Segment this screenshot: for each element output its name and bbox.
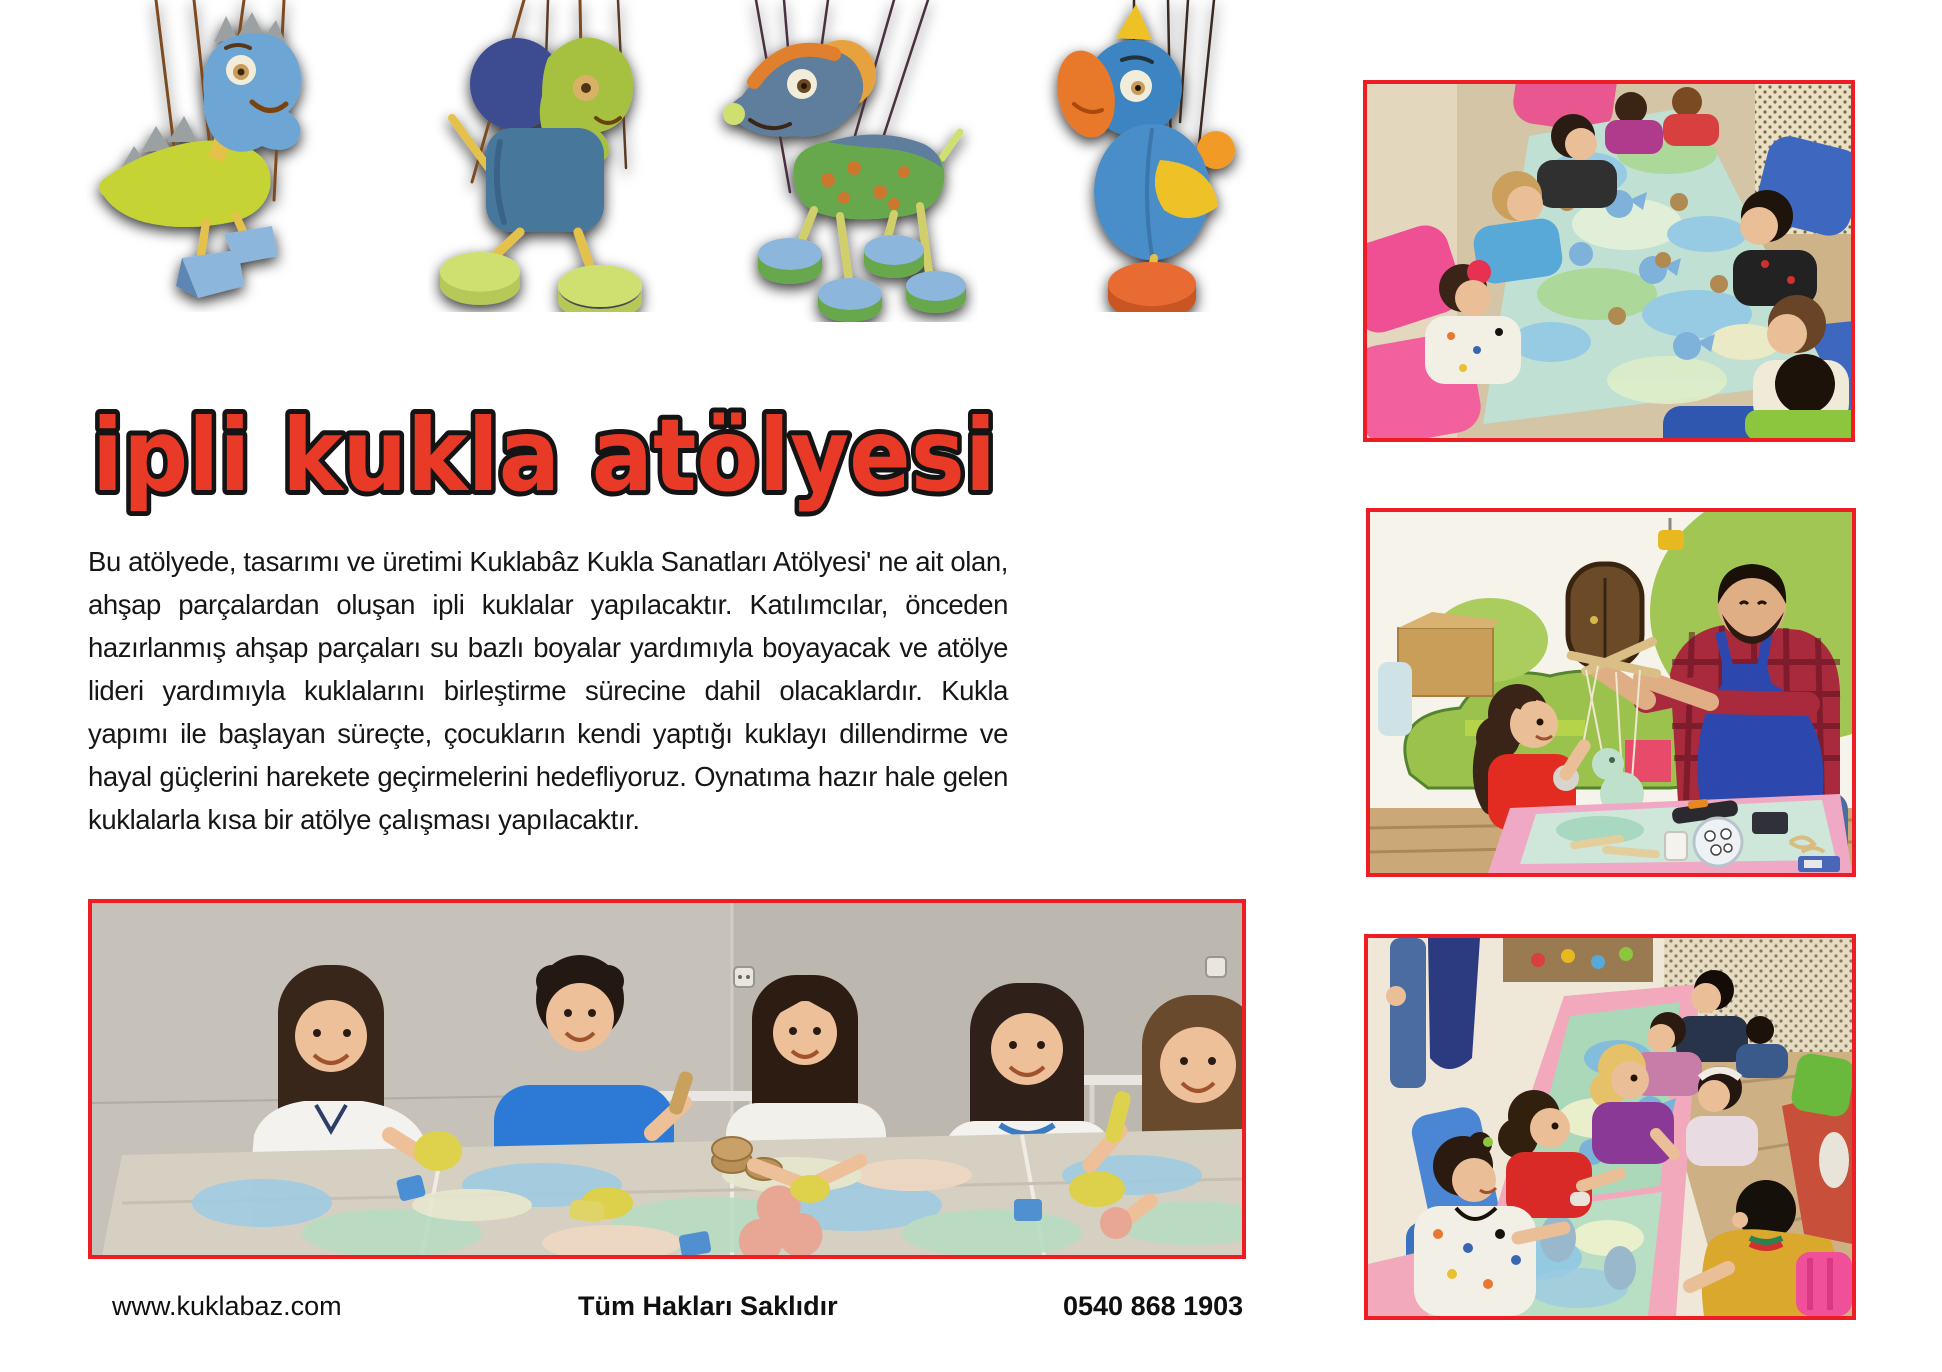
page-title-text: ipli kukla atölyesi: [92, 397, 996, 514]
pink-chair: [1796, 1252, 1852, 1316]
workshop-children-photo-wide: [88, 899, 1246, 1259]
workshop-description: Bu atölyede, tasarımı ve üretimi Kuklabâz Kukla Sanatları Atölyesi' ne ait olan, ahşap parçalardan oluşan ipli kuklalar yapılacaktır. Katılımcılar, önceden hazırlanmış ahşap parçaları su bazlı boyalar yardımıyla boyayacak ve atölye lideri yardımıyla kuklalarını birleştirme sürecine dahil olacaklardır. Kukla yapımı ile başlayan süreçte, çocukların kendi yaptığı kuklayı dillendirme ve hayal güçlerini harekete geçirmelerini hedefliyoruz. Oynatıma hazır hale gelen kuklalarla kısa bir atölye çalışması yapılacaktır.: [88, 546, 1008, 835]
footer-phone: 0540 868 1903: [1063, 1291, 1244, 1321]
workshop-photo-long-table: [1364, 934, 1856, 1320]
bird-marionette-icon: [1030, 0, 1252, 312]
footer-rights: Tüm Hakları Saklıdır: [578, 1291, 838, 1321]
footer-website: www.kuklabaz.com: [112, 1291, 342, 1321]
workshop-photo-table-top: [1363, 80, 1855, 442]
elephant-marionette-icon: [428, 0, 663, 312]
green-chair: [1789, 1051, 1852, 1118]
workshop-photo-instructor: [1366, 508, 1856, 877]
dog-marionette-icon: [698, 0, 978, 322]
dinosaur-marionette-icon: [86, 0, 338, 312]
page-title: [88, 386, 1010, 524]
